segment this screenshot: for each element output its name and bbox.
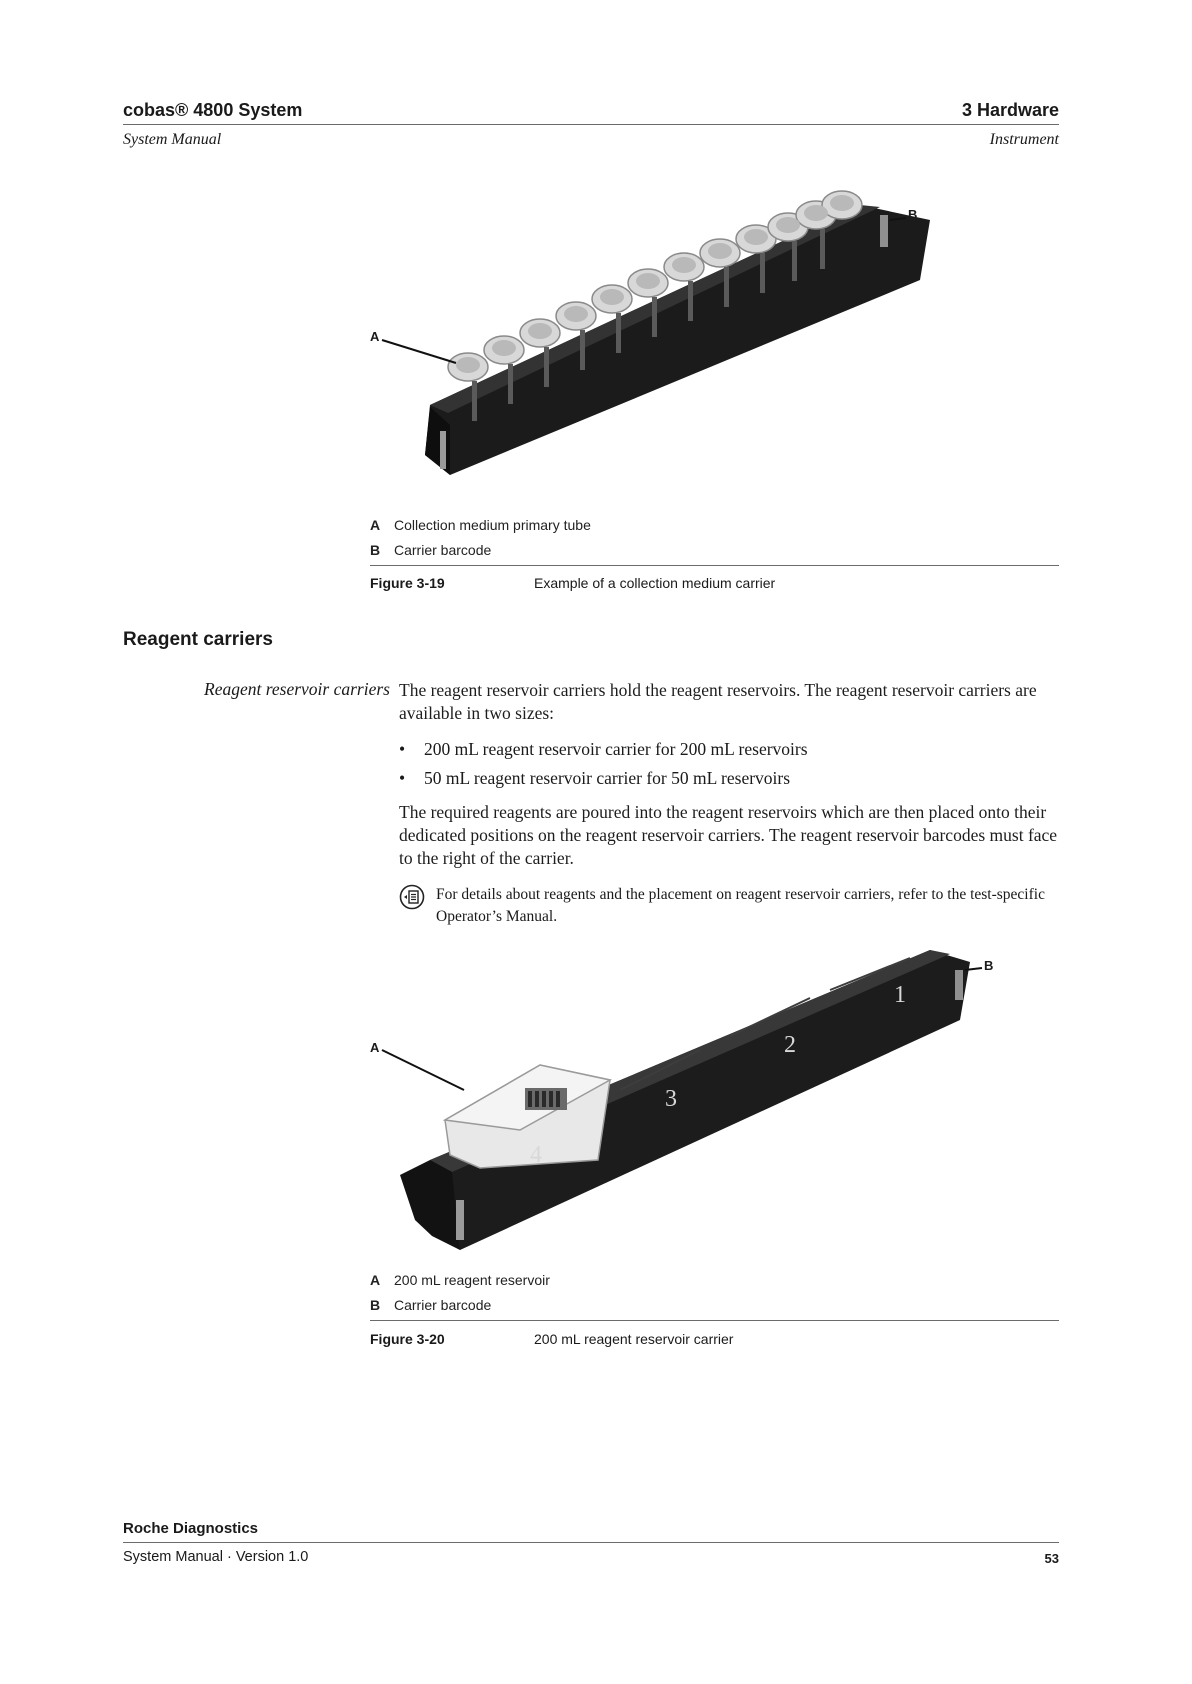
reagent-reservoir-carrier-image	[370, 940, 1010, 1260]
side-heading: Reagent reservoir carriers	[204, 679, 390, 699]
legend-text: Carrier barcode	[394, 542, 492, 558]
legend-key: A	[370, 1272, 381, 1288]
figure2-caption-rule	[370, 1320, 1059, 1321]
list-item	[399, 738, 1059, 761]
figure1-caption-rule	[370, 565, 1059, 566]
legend-text: 200 mL reagent reservoir	[394, 1272, 550, 1288]
section-subtitle: Instrument	[989, 131, 1059, 148]
bullet-dot: •	[399, 739, 406, 759]
figure2-legend-item	[370, 1297, 491, 1313]
figure2-label: Figure 3-20	[370, 1331, 445, 1347]
figure2-caption: 200 mL reagent reservoir carrier	[534, 1331, 734, 1347]
reference-note-text: For details about reagents and the placement on reagent reservoir carriers, refer to the test-specific Operator’s Manual.	[436, 886, 1045, 925]
callout-b-label: B	[908, 207, 918, 222]
bullet-dot: •	[399, 768, 406, 788]
legend-key: B	[370, 1297, 381, 1313]
reagent-reservoir-carrier-figure	[370, 940, 1010, 1260]
figure1-legend-item	[370, 542, 491, 558]
callout-b-label: B	[984, 958, 994, 973]
figure2-legend-item	[370, 1272, 550, 1288]
intro-paragraph: The reagent reservoir carriers hold the reagent reservoirs. The reagent reservoir carriers are available in two sizes:	[399, 680, 1037, 723]
section-heading: Reagent carriers	[123, 629, 273, 650]
header-rule	[123, 124, 1059, 125]
footer-version: System Manual · Version 1.0	[123, 1549, 309, 1565]
callout-a-label: A	[370, 329, 380, 344]
figure1-legend-item	[370, 517, 591, 533]
legend-text: Carrier barcode	[394, 1297, 492, 1313]
position-number: 1	[894, 982, 906, 1008]
collection-medium-carrier-figure	[370, 185, 990, 495]
figure1-label: Figure 3-19	[370, 575, 445, 591]
callout-a-label: A	[370, 1040, 380, 1055]
position-number: 3	[665, 1086, 677, 1112]
document-title: cobas® 4800 System	[123, 100, 303, 120]
bullet-list	[399, 738, 1059, 790]
legend-key: B	[370, 542, 381, 558]
figure1-caption: Example of a collection medium carrier	[534, 575, 776, 591]
list-item-text: 200 mL reagent reservoir carrier for 200 mL reservoirs	[424, 739, 808, 759]
position-number: 4	[530, 1142, 542, 1168]
chapter-title: 3 Hardware	[961, 100, 1059, 120]
legend-text: Collection medium primary tube	[394, 517, 591, 533]
list-item-text: 50 mL reagent reservoir carrier for 50 mL reservoirs	[424, 768, 791, 788]
position-number: 2	[784, 1032, 796, 1058]
manual-subtitle: System Manual	[123, 131, 222, 148]
legend-key: A	[370, 517, 381, 533]
collection-medium-carrier-image	[370, 185, 990, 495]
footer-company: Roche Diagnostics	[123, 1520, 259, 1537]
footer-rule	[123, 1542, 1059, 1543]
placement-paragraph: The required reagents are poured into the reagent reservoirs which are then placed onto their dedicated positions on the reagent reservoir carriers. The reagent reservoir barcodes must face to the right of the carrier.	[399, 802, 1058, 868]
list-item	[399, 767, 1059, 790]
page-number: 53	[1044, 1551, 1059, 1566]
reference-note-icon	[399, 884, 425, 910]
